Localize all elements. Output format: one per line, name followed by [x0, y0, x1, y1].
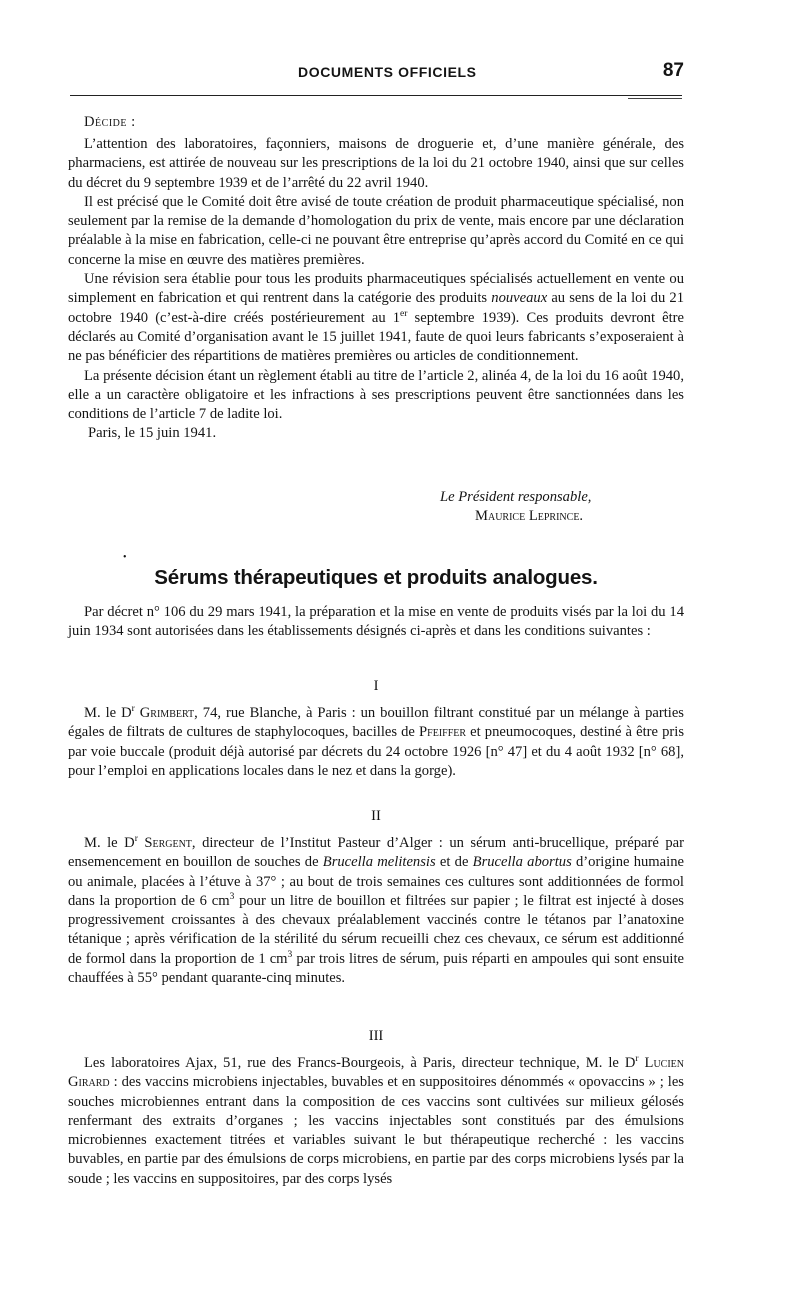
paragraph-text: pour un litre de bouillon et filtrées sur papier ; le filtrat est injecté à doses progressivement croissantes à des chevaux préalablement vaccinés contre le tétanos par l’anatoxine tétanique ; après vérification de la stérilité du sérum recueilli chez ces chevaux, ce sérum est additionné de formol dans la proportion de 1 cm [68, 892, 684, 967]
item-1-text [68, 704, 684, 781]
species-name: Brucella melitensis [322, 854, 436, 871]
emphasis-text: nouveaux [491, 290, 548, 307]
paragraph-text: au sens de la loi du 21 octobre 1940 (c’est-à-dire créés postérieurement au 1 [68, 290, 684, 326]
person-name: Grimbert [134, 705, 195, 721]
superscript: r [635, 1054, 639, 1065]
item-numeral-2: II [371, 808, 381, 824]
paragraph-text: , 74, rue Blanche, à Paris : un bouillon filtrant constitué par un mélange à parties égales de filtrats de cultures de staphylocoques, bacilles de [68, 705, 684, 741]
paragraph-text: M. le D [84, 705, 132, 721]
item-paragraph [68, 704, 684, 781]
intro-paragraph: Par décret n° 106 du 29 mars 1941, la préparation et la mise en vente de produits visés par la loi du 14 juin 1934 sont autorisées dans les établissements désignés ci-après et dans les conditions suivantes : [68, 604, 684, 640]
item-numeral-3: III [368, 1028, 384, 1044]
paragraph-text: et pneumocoques, destiné à être pris par voie buccale (produit déjà autorisé par décrets du 24 octobre 1926 [n° 47] et du 4 août 1932 [n° 68], pour l’emploi en applications locales dans le nez et dans la gorge). [68, 724, 685, 779]
paragraph-text: : des vaccins microbiens injectables, buvables et en suppositoires dénommés « opovaccins » ; les souches microbiennes entrant dans la composition de ces vaccins sont cultivées sur milieux gélosés renfermant des extraits d’organes ; les vaccins injectables sont constitués par des émulsions microbiennes exactement titrées et variables suivant le but thérapeutique recherché : les vaccins buvables, en partie par des émulsions de corps microbiens, en partie par des corps microbiens lysés par la soude ; les vaccins en suppositoires, par des corps lysés [68, 1074, 684, 1187]
header-rule [70, 95, 682, 96]
page-number: 87 [662, 60, 684, 81]
paragraph-text: d’origine humaine ou animale, placées à l’étuve à 37° ; au bout de trois semaines ces cultures sont additionnées de formol dans la proportion de 6 cm [68, 854, 684, 909]
page-header [68, 62, 684, 86]
decision-body [68, 135, 684, 444]
paragraph-text: septembre 1939). Ces produits devront être déclarés au Comité d’organisation avant le 15 juillet 1941, faute de quoi leurs fabricants s’exposeraient à ne pas bénéficier des répartitions de matières premières ou articles de conditionnement. [68, 309, 684, 365]
section-title: Sérums thérapeutiques et produits analogues. [154, 566, 598, 589]
paragraph-text: , directeur de l’Institut Pasteur d’Alger : un sérum anti-brucellique, préparé par ensemencement en bouillon de souches de [68, 835, 684, 871]
person-name: Sergent [137, 835, 192, 851]
paragraph-text: par trois litres de sérum, puis réparti en ampoules qui sont ensuite chauffées à 55° pendant quarante-cinq minutes. [68, 950, 684, 987]
paragraph-text: et de [435, 854, 473, 871]
decision-paragraph-2: Il est précisé que le Comité doit être avisé de toute création de produit pharmaceutique spécialisé, non seulement par la remise de la demande d’homologation du prix de vente, mais encore par une déclaration préalable à la mise en fabrication, celle-ci ne pouvant être entreprise qu’après accord du Comité en ce qui concerne la mise en œuvre des matières premières. [68, 193, 684, 268]
person-name: Lucien Girard [68, 1055, 684, 1091]
paragraph-text: M. le D [84, 835, 135, 851]
superscript: 3 [287, 949, 293, 960]
item-2-text [68, 834, 684, 988]
paragraph-text: Les laboratoires Ajax, 51, rue des Francs-Bourgeois, à Paris, directeur technique, M. le D [84, 1055, 636, 1071]
decision-paragraph-1: L’attention des laboratoires, façonniers, maisons de droguerie et, d’une manière générale, des pharmaciens, est attirée de nouveau sur les prescriptions de la loi du 21 octobre 1940, ainsi que sur celles du décret du 9 septembre 1939 et de l’arrêté du 22 avril 1940. [68, 136, 684, 191]
decision-paragraph-3 [68, 270, 684, 366]
decide-label: Décide : [84, 114, 136, 130]
place-date: Paris, le 15 juin 1941. [88, 425, 217, 442]
signatory-name: Maurice Leprince. [475, 508, 584, 525]
superscript: er [400, 308, 408, 319]
item-paragraph [68, 1054, 684, 1189]
header-rule-accent [628, 98, 682, 99]
species-name: Brucella abortus [472, 854, 572, 871]
signature-block [440, 488, 591, 527]
superscript: r [131, 704, 135, 715]
running-title: DOCUMENTS OFFICIELS [298, 64, 477, 80]
item-3-text [68, 1054, 684, 1189]
signatory-role: Le Président responsable, [440, 489, 592, 505]
item-paragraph [68, 834, 684, 988]
item-numeral-1: I [373, 678, 379, 694]
paragraph-text: Une révision sera établie pour tous les produits pharmaceutiques spécialisés actuellement en vente ou simplement en fabrication et qui rentrent dans la catégorie des produits [68, 271, 684, 307]
decision-paragraph-4: La présente décision étant un règlement établi au titre de l’article 2, alinéa 4, de la loi du 16 août 1940, elle a un caractère obligatoire et les infractions à ses prescriptions peuvent être sanctionnées dans les conditions de l’article 7 de ladite loi. [68, 367, 684, 423]
bullet-mark: • [123, 552, 127, 563]
section-intro [68, 603, 684, 642]
superscript: 3 [229, 892, 235, 903]
person-name: Pfeiffer [419, 724, 467, 741]
superscript: r [134, 834, 138, 845]
